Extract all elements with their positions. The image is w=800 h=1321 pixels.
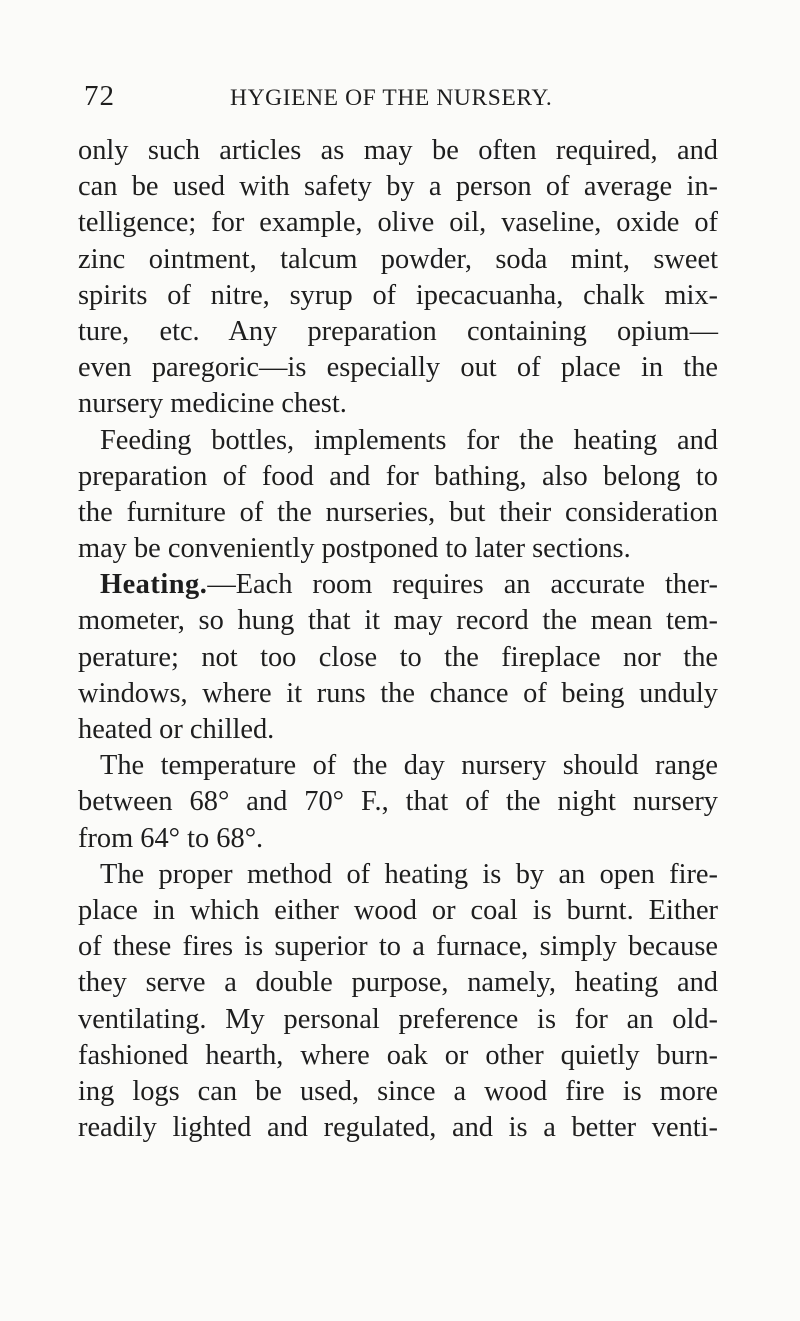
text-line: from 64° to 68°. [78,822,264,854]
body-text [78,133,718,1146]
text-line: ventilating. My personal preference is for an old- [78,1003,718,1035]
text-line-heating [78,567,718,603]
text-line: telligence; for example, olive oil, vaseline, oxide of [78,207,718,239]
text-line: nursery medicine chest. [78,388,347,420]
text-line: readily lighted and regulated, and is a better venti- [78,1112,718,1144]
text-line: Feeding bottles, implements for the heating and [100,424,718,456]
text-line: even paregoric—is especially out of place in the [78,352,718,384]
text-line: can be used with safety by a person of average in- [78,171,718,203]
section-lead-heating: Heating. [100,569,208,601]
text-line: the furniture of the nurseries, but their consideration [78,496,718,528]
text-line: fashioned hearth, where oak or other quietly burn- [78,1039,718,1071]
text-line: windows, where it runs the chance of being unduly [78,677,718,709]
text-line: only such articles as may be often required, and [78,135,718,166]
running-head: HYGIENE OF THE NURSERY. [230,85,553,111]
text-line: perature; not too close to the fireplace nor the [78,641,718,673]
text-line: zinc ointment, talcum powder, soda mint, sweet [78,243,718,275]
text-line: The proper method of heating is by an open fire- [100,858,718,890]
text-line: of these fires is superior to a furnace, simply because [78,931,718,963]
text-line: they serve a double purpose, namely, heating and [78,967,718,999]
text-line-rest: —Each room requires an accurate ther- [207,569,718,601]
text-line: between 68° and 70° F., that of the night nursery [78,786,718,818]
text-line: spirits of nitre, syrup of ipecacuanha, chalk mix- [78,279,718,311]
text-line: ture, etc. Any preparation containing opium— [78,315,718,347]
text-line: preparation of food and for bathing, also belong to [78,460,718,492]
text-line: ing logs can be used, since a wood fire is more [78,1075,718,1107]
text-line: heated or chilled. [78,714,275,745]
text-line: may be conveniently postponed to later sections. [78,533,631,565]
text-line: place in which either wood or coal is burnt. Either [78,894,718,926]
page-number: 72 [84,80,115,112]
text-line: mometer, so hung that it may record the mean tem- [78,605,718,637]
text-line: The temperature of the day nursery should range [100,750,718,782]
